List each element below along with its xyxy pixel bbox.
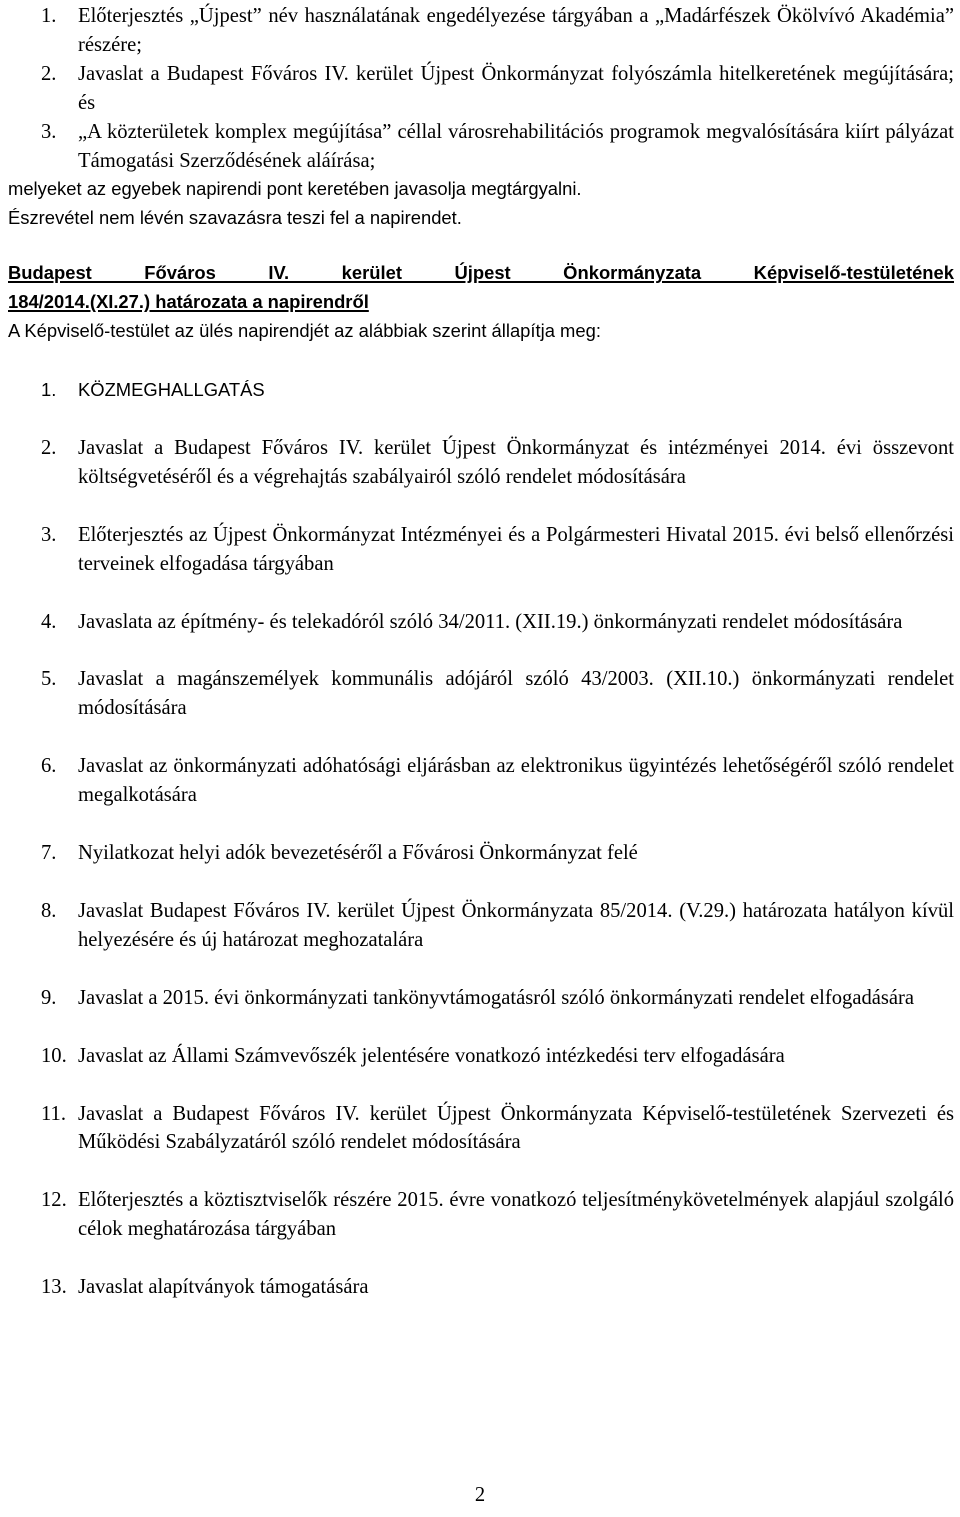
agenda-item-11: [8, 1100, 954, 1158]
agenda-item-9-text: Javaslat a 2015. évi önkormányzati tankönyvtámogatásról szóló önkormányzati rendelet elfogadására: [78, 986, 915, 1009]
agenda-item-9: [8, 984, 954, 1013]
document-page: [8, 2, 954, 1331]
intro-item-1-text: Előterjesztés „Újpest” név használatának engedélyezése tárgyában a „Madárfészek Ökölvívó Akadémia” részére;: [78, 5, 954, 56]
intro-item-2: [8, 60, 954, 118]
intro-line-1: melyeket az egyebek napirendi pont keretében javasolja megtárgyalni.: [8, 178, 582, 200]
agenda-item-3-text: Előterjesztés az Újpest Önkormányzat Intézményei és a Polgármesteri Hivatal 2015. évi belső ellenőrzési terveinek elfogadása tárgyában: [78, 523, 954, 575]
agenda-item-6-text: Javaslat az önkormányzati adóhatósági eljárásban az elektronikus ügyintézés lehetőségéről szóló rendelet megalkotására: [78, 755, 954, 807]
agenda-item-2: [8, 434, 954, 492]
agenda-item-7: [8, 839, 954, 868]
agenda-item-2-number: 2.: [41, 436, 57, 459]
agenda-item-4-number: 4.: [41, 610, 57, 633]
agenda-item-12-text: Előterjesztés a köztisztviselők részére 2015. évre vonatkozó teljesítménykövetelmények alapjául szolgáló célok meghatározása tárgyában: [78, 1189, 954, 1241]
intro-item-2-text: Javaslat a Budapest Főváros IV. kerület Újpest Önkormányzat folyószámla hitelkeretének megújítására; és: [78, 62, 954, 114]
agenda-item-8-number: 8.: [41, 899, 57, 922]
agenda-item-3-number: 3.: [41, 523, 57, 546]
agenda-list: [8, 376, 954, 1302]
intro-item-3-number: 3.: [41, 120, 57, 143]
agenda-item-3: [8, 521, 954, 579]
agenda-item-2-text: Javaslat a Budapest Főváros IV. kerület Újpest Önkormányzat és intézményei 2014. évi összevont költségvetéséről és a végrehajtás szabályairól szóló rendelet módosítására: [78, 436, 954, 488]
intro-item-3-text: „A közterületek komplex megújítása” céllal városrehabilitációs programok megvalósítására kiírt pályázat Támogatási Szerződésének aláírása;: [78, 120, 954, 172]
intro-item-2-number: 2.: [41, 62, 57, 85]
agenda-item-7-text: Nyilatkozat helyi adók bevezetéséről a Fővárosi Önkormányzat felé: [78, 842, 638, 865]
agenda-item-1: [8, 376, 954, 405]
agenda-item-11-text: Javaslat a Budapest Főváros IV. kerület Újpest Önkormányzata Képviselő-testületének Szervezeti és Működési Szabályzatáról szóló rendelet módosítására: [78, 1102, 954, 1154]
agenda-item-4-text: Javaslata az építmény- és telekadóról szóló 34/2011. (XII.19.) önkormányzati rendelet módosítására: [78, 610, 903, 633]
agenda-item-1-number: 1.: [41, 378, 57, 400]
agenda-item-5-text: Javaslat a magánszemélyek kommunális adójáról szóló 43/2003. (XII.10.) önkormányzati rendelet módosítására: [78, 668, 954, 720]
resolution-heading-line-2: 184/2014.(XI.27.) határozata a napirendről: [8, 291, 369, 313]
agenda-item-12-number: 12.: [41, 1189, 67, 1212]
intro-line-2: Észrevétel nem lévén szavazásra teszi fel a napirendet.: [8, 207, 462, 229]
resolution-heading-line-1: Budapest Főváros IV. kerület Újpest Önkormányzata Képviselő-testületének: [8, 262, 954, 284]
agenda-item-10-number: 10.: [41, 1044, 67, 1067]
agenda-item-13: [8, 1273, 954, 1302]
intro-item-1-number: 1.: [41, 5, 57, 27]
intro-item-3: [8, 118, 954, 176]
intro-item-1: [8, 2, 954, 60]
agenda-item-10: [8, 1042, 954, 1071]
agenda-item-4: [8, 608, 954, 637]
agenda-item-5-number: 5.: [41, 668, 57, 691]
agenda-item-10-text: Javaslat az Állami Számvevőszék jelentésére vonatkozó intézkedési terv elfogadására: [78, 1044, 785, 1067]
agenda-item-5: [8, 665, 954, 723]
resolution-heading-line-2-wrap: [8, 288, 954, 317]
intro-list: [8, 2, 954, 175]
agenda-item-8: [8, 897, 954, 955]
agenda-item-11-number: 11.: [41, 1102, 66, 1125]
agenda-item-7-number: 7.: [41, 842, 57, 865]
resolution-intro: A Képviselő-testület az ülés napirendjét az alábbiak szerint állapítja meg:: [8, 320, 601, 342]
agenda-item-13-text: Javaslat alapítványok támogatására: [78, 1276, 369, 1299]
agenda-item-6: [8, 752, 954, 810]
page-number: 2: [474, 1484, 486, 1506]
agenda-item-13-number: 13.: [41, 1276, 67, 1299]
agenda-item-8-text: Javaslat Budapest Főváros IV. kerület Újpest Önkormányzata 85/2014. (V.29.) határozata hatályon kívül helyezésére és új határozat meghozatalára: [78, 899, 954, 951]
agenda-item-1-text: KÖZMEGHALLGATÁS: [78, 378, 265, 400]
agenda-item-6-number: 6.: [41, 755, 57, 778]
agenda-item-9-number: 9.: [41, 986, 57, 1009]
spacer: [8, 233, 954, 259]
agenda-item-12: [8, 1186, 954, 1244]
